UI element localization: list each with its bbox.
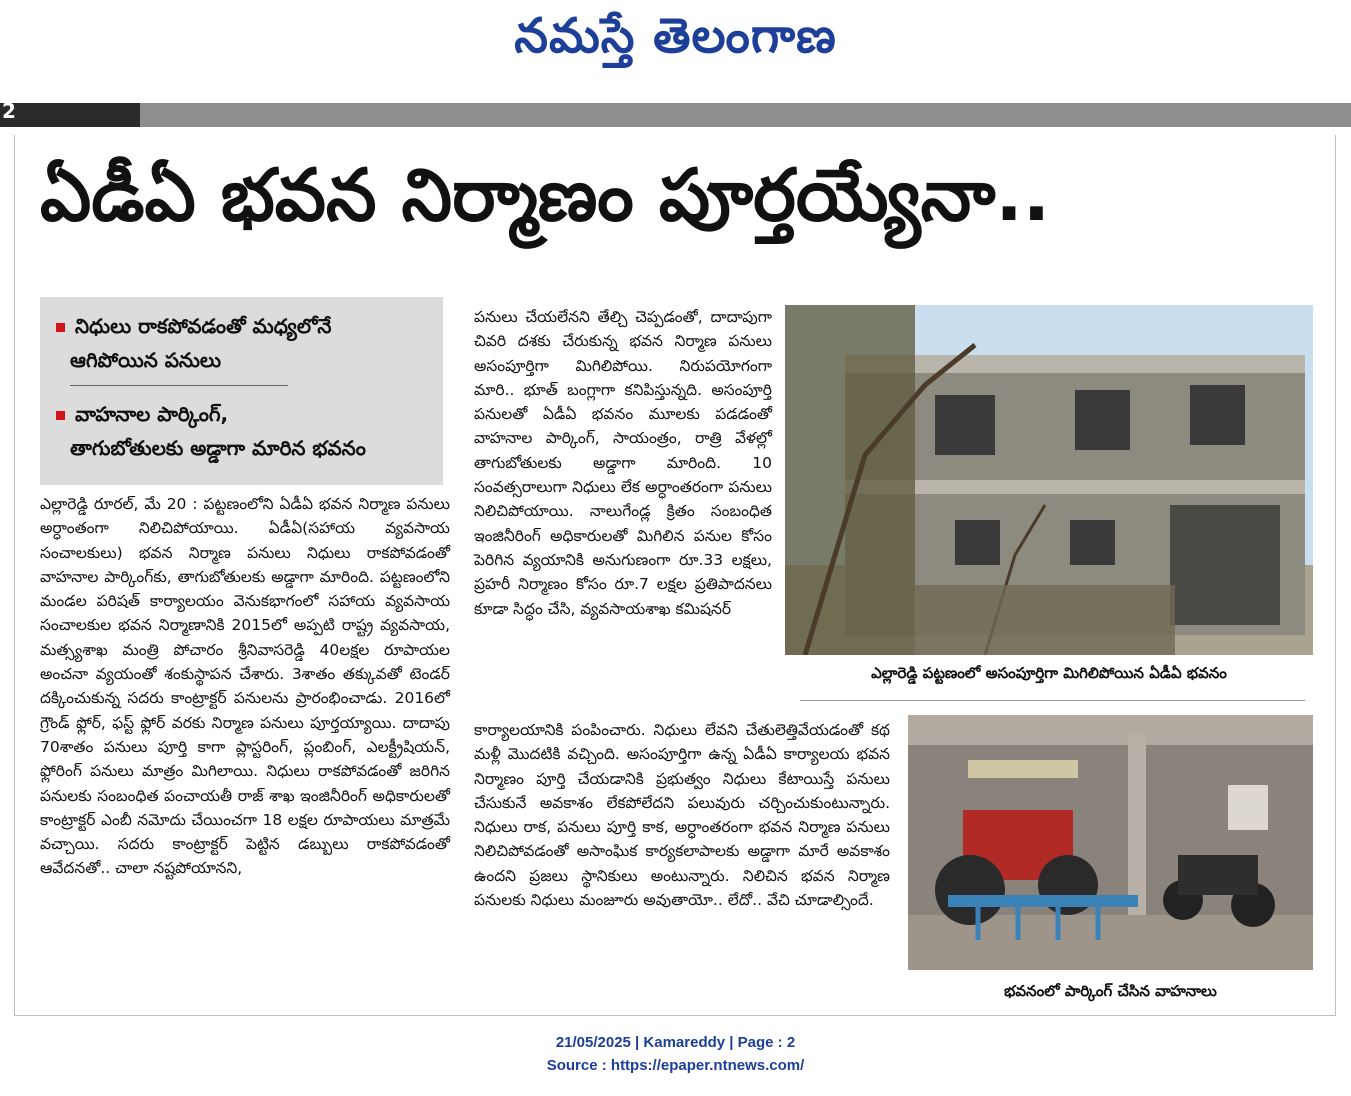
parked-vehicles-photo [908, 715, 1313, 970]
body-paragraph: ఎల్లారెడ్డి రూరల్, మే 20 : పట్టణంలోని ఏడీఏ భవన నిర్మాణ పనులు అర్ధాంతంగా నిలిచిపోయాయి. ఏడీఏ(సహాయ వ్యవసాయ సంచాలకులు) భవన నిర్మాణ పనులు నిధులు రాకపోవడంతో వాహనాల పార్కింగ్‌కు, తాగుబోతులకు అడ్డాగా మారింది. పట్టణంలోని మండల పరిషత్ కార్యాలయం వెనుకభాగంలో సహాయ వ్యవసాయ సంచాలకుల భవన నిర్మాణానికి 2015లో అప్పటి రాష్ట్ర వ్యవసాయ, మత్స్యశాఖ మంత్రి పోచారం శ్రీనివాసరెడ్డి 40లక్షల రూపాయల అంచనా వ్యయంతో శంకుస్థాపన చేశారు. 3శాతం తక్కువతో టెండర్ దక్కించుకున్న సదరు కాంట్రాక్టర్ పనులను ప్రారంభించాడు. 2016లో గ్రౌండ్ ఫ్లోర్, ఫస్ట్ ఫ్లోర్ వరకు నిర్మాణ పనులు పూర్తయ్యాయి. దాదాపు 70శాతం పనులు పూర్తి కాగా ప్లాస్టరింగ్, ప్లంబింగ్, ఎలక్ట్రీషియన్, ఫ్లోరింగ్ పనులు మాత్రం మిగిలాయి. నిధులు రాకపోవడంతో జరిగిన పనులకు సంబంధిత పంచాయతీ రాజ్ శాఖ ఇంజినీరింగ్ అధికారులతో కాంట్రాక్టర్ ఎంబీ నమోదు చేయించగా 18 లక్షల రూపాయలు మాత్రమే వచ్చాయి. సదరు కాంట్రాక్టర్ పెట్టిన డబ్బులు రాకపోవడంతో ఆవేదనతో.. చాలా నష్టపోయానని, [40, 495, 450, 878]
highlight-2-line-2: తాగుబోతులకు అడ్డాగా మారిన భవనం [70, 436, 366, 460]
highlight-1-line-2: ఆగిపోయిన పనులు [70, 348, 221, 372]
building-photo [785, 305, 1313, 655]
article-column-1 [40, 492, 450, 881]
bullet-square-icon [56, 411, 65, 420]
highlight-2-line-1: వాహనాల పార్కింగ్, [75, 402, 229, 426]
body-paragraph: కార్యాలయానికి పంపించారు. నిధులు లేవని చేతులెత్తివేయడంతో కథ మళ్లీ మొదటికి వచ్చింది. అసంపూర్తిగా ఉన్న ఏడీఏ కార్యాలయ భవన నిర్మాణం పూర్తి చేయడానికి ప్రభుత్వం నిధులు కేటాయిస్తే పనులు చేసుకునే అవకాశం లేకపోలేదని పలువురు చర్చించుకుంటున్నారు. నిధులు రాక, పనులు పూర్తి కాక, అర్ధాంతరంగా భవన నిర్మాణ పనులు నిలిచిపోవడంతో అసాంఘిక కార్యకలాపాలకు అడ్డాగా మారే అవకాశం ఉందని ప్రజలు స్థానికులు అంటున్నారు. నిలిచిన భవన నిర్మాణ పనులకు నిధులు మంజూరు అవుతాయో.. లేదో.. వేచి చూడాల్సిందే. [474, 721, 890, 910]
edition-info: 21/05/2025 | Kamareddy | Page : 2 [555, 1034, 796, 1051]
highlight-item-2 [56, 397, 366, 465]
article-column-2-top [474, 305, 772, 621]
newspaper-masthead: నమస్తే తెలంగాణ [514, 8, 837, 64]
page-bar-dark [0, 103, 140, 127]
highlight-divider [70, 385, 288, 386]
page-number-glyph: 2 [2, 99, 16, 123]
photo-caption-building: ఎల్లారెడ్డి పట్టణంలో అసంపూర్తిగా మిగిలిపోయిన ఏడీఏ భవనం [871, 664, 1227, 682]
right-column-rule [1335, 135, 1336, 1015]
photo-caption-vehicles: భవనంలో పార్కింగ్ చేసిన వాహనాలు [1004, 982, 1217, 1000]
article-headline: ఏడీఏ భవన నిర్మాణం పూర్తయ్యేనా.. [40, 153, 1051, 237]
highlights-box [40, 297, 443, 485]
bullet-square-icon [56, 323, 65, 332]
bottom-rule [14, 1015, 1336, 1016]
highlight-1-line-1: నిధులు రాకపోవడంతో మధ్యలోనే [75, 314, 332, 338]
source-link[interactable]: Source : https://epaper.ntnews.com/ [546, 1057, 805, 1074]
article-column-2-bottom [474, 718, 890, 912]
left-column-rule [14, 135, 15, 1015]
highlight-item-1 [56, 309, 331, 377]
caption-rule [800, 700, 1305, 701]
page-bar-grey [140, 103, 1351, 127]
body-paragraph: పనులు చేయలేనని తేల్చి చెప్పడంతో, దాదాపుగా చివరి దశకు చేరుకున్న భవన నిర్మాణ పనులు అసంపూర్తిగా మిగిలిపోయి. నిరుపయోగంగా మారి.. భూత్ బంగ్లాగా కనిపిస్తున్నది. అసంపూర్తి పనులతో ఏడీఏ భవనం మూలకు పడడంతో వాహనాల పార్కింగ్, సాయంత్రం, రాత్రి వేళల్లో తాగుబోతులకు అడ్డాగా మారింది. 10 సంవత్సరాలుగా నిధులు లేక అర్ధాంతరంగా పనులు నిలిచిపోయాయి. నాలుగేండ్ల క్రితం సంబంధిత ఇంజినీరింగ్ అధికారులతో మిగిలిన పనుల కోసం పెరిగిన వ్యయానికి అనుగుణంగా రూ.33 లక్షలు, ప్రహరీ నిర్మాణం కోసం రూ.7 లక్షల ప్రతిపాదనలు కూడా సిద్ధం చేసి, వ్యవసాయశాఖ కమిషనర్ [474, 308, 772, 618]
